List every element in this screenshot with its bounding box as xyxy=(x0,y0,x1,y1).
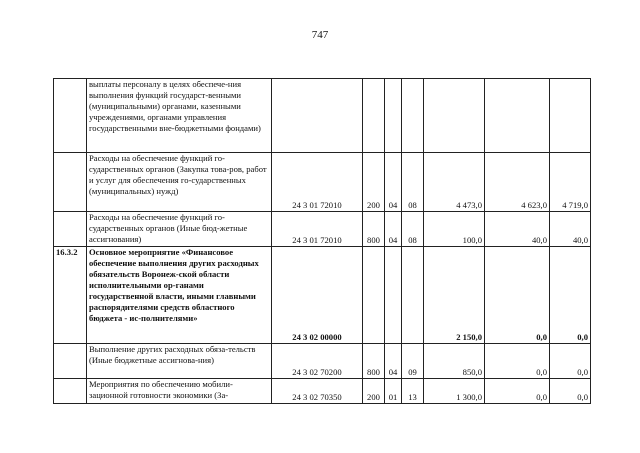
row-pr: 08 xyxy=(402,212,424,247)
row-code: 24 3 01 72010 xyxy=(272,212,363,247)
table-row xyxy=(54,379,591,404)
row-description: Расходы на обеспечение функций го-сударственных органов (Закупка това-ров, работ и услуг для обеспечения го-сударственных (муниципальных) нужд) xyxy=(87,153,272,212)
table-row xyxy=(54,247,591,344)
row-description: Мероприятия по обеспечению мобили-зационной готовности экономики (За- xyxy=(87,379,272,404)
page-number: 747 xyxy=(311,29,329,41)
row-rz: 04 xyxy=(385,212,402,247)
row-index xyxy=(54,79,87,153)
row-value-3: 0,0 xyxy=(550,344,591,379)
row-value-2 xyxy=(485,79,550,153)
budget-table xyxy=(53,78,591,404)
row-vr xyxy=(363,247,385,344)
row-pr: 08 xyxy=(402,153,424,212)
row-rz xyxy=(385,79,402,153)
row-value-1 xyxy=(424,79,485,153)
row-index xyxy=(54,153,87,212)
row-pr xyxy=(402,247,424,344)
row-value-1: 850,0 xyxy=(424,344,485,379)
row-rz xyxy=(385,247,402,344)
table-row xyxy=(54,153,591,212)
row-code: 24 3 02 00000 xyxy=(272,247,363,344)
row-value-1: 4 473,0 xyxy=(424,153,485,212)
row-vr: 800 xyxy=(363,344,385,379)
row-pr: 09 xyxy=(402,344,424,379)
row-value-2: 0,0 xyxy=(485,379,550,404)
row-index: 16.3.2 xyxy=(54,247,87,344)
row-value-2: 4 623,0 xyxy=(485,153,550,212)
row-pr: 13 xyxy=(402,379,424,404)
row-vr: 200 xyxy=(363,379,385,404)
row-vr xyxy=(363,79,385,153)
row-vr: 800 xyxy=(363,212,385,247)
row-value-1: 1 300,0 xyxy=(424,379,485,404)
table-row xyxy=(54,212,591,247)
row-value-2: 0,0 xyxy=(485,344,550,379)
row-value-1: 100,0 xyxy=(424,212,485,247)
row-description: выплаты персоналу в целях обеспече-ния выполнения функций государст-венными (муниципальными) органами, казенными учреждениями, органами управления государственными вне-бюджетными фондами) xyxy=(87,79,272,153)
row-value-3: 40,0 xyxy=(550,212,591,247)
row-code: 24 3 02 70200 xyxy=(272,344,363,379)
row-value-3: 0,0 xyxy=(550,379,591,404)
row-description: Основное мероприятие «Финансовое обеспечение выполнения других расходных обязательств Воронеж-ской области исполнительными ор-ганами государственной власти, иными главными распорядителями средств областного бюджета - ис-полнителями» xyxy=(87,247,272,344)
row-index xyxy=(54,344,87,379)
row-pr xyxy=(402,79,424,153)
table-row xyxy=(54,79,591,153)
row-code xyxy=(272,79,363,153)
row-rz: 04 xyxy=(385,153,402,212)
row-value-3: 4 719,0 xyxy=(550,153,591,212)
row-rz: 04 xyxy=(385,344,402,379)
row-index xyxy=(54,212,87,247)
row-code: 24 3 02 70350 xyxy=(272,379,363,404)
row-description: Расходы на обеспечение функций го-сударственных органов (Иные бюд-жетные ассигнования) xyxy=(87,212,272,247)
row-value-2: 40,0 xyxy=(485,212,550,247)
row-value-3: 0,0 xyxy=(550,247,591,344)
table-row xyxy=(54,344,591,379)
row-value-3 xyxy=(550,79,591,153)
row-value-1: 2 150,0 xyxy=(424,247,485,344)
row-vr: 200 xyxy=(363,153,385,212)
row-code: 24 3 01 72010 xyxy=(272,153,363,212)
row-value-2: 0,0 xyxy=(485,247,550,344)
row-description: Выполнение других расходных обяза-тельств (Иные бюджетные ассигнова-ния) xyxy=(87,344,272,379)
row-rz: 01 xyxy=(385,379,402,404)
row-index xyxy=(54,379,87,404)
